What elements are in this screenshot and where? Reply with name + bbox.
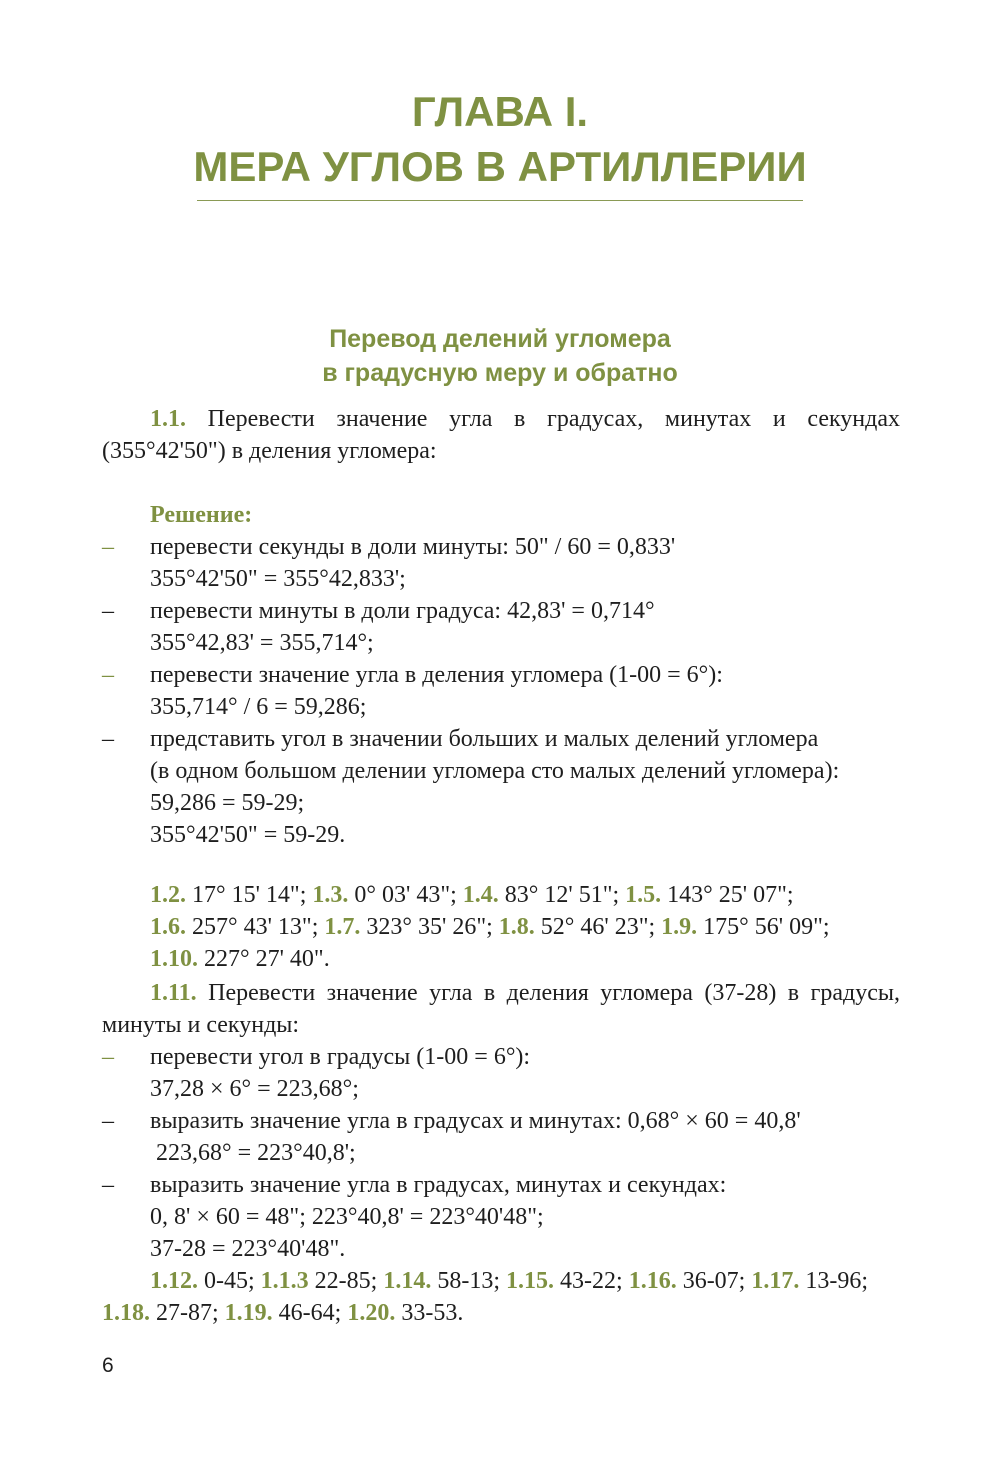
list-dash: – (102, 1044, 114, 1070)
task-number: 1.4. (462, 882, 499, 908)
task-value: 46-64; (272, 1300, 348, 1326)
task-number: 1.16. (628, 1268, 677, 1294)
section-title-line-1: Перевод делений угломера (329, 325, 671, 353)
task-list-line (150, 880, 794, 910)
task-1-11-line-1 (150, 978, 900, 1008)
step-text: перевести угол в градусы (1-00 = 6°): (150, 1044, 531, 1070)
step-subline: (в одном большом делении угломера сто малых делений угломера): (150, 758, 840, 784)
task-value: 83° 12' 51"; (498, 882, 626, 908)
section-title-line-2: в градусную меру и обратно (322, 359, 678, 387)
task-1-11-line-2: минуты и секунды: (102, 1012, 300, 1038)
list-dash: – (102, 662, 114, 688)
task-value: 27-87; (150, 1300, 225, 1326)
step-subline: 37,28 × 6° = 223,68°; (150, 1076, 359, 1102)
task-number: 1.20. (347, 1300, 396, 1326)
chapter-name: МЕРА УГЛОВ В АРТИЛЛЕРИИ (193, 143, 807, 190)
task-number: 1.10. (150, 946, 198, 972)
task-number: 1.1. (150, 406, 186, 432)
task-number: 1.2. (150, 882, 186, 908)
task-number: 1.6. (150, 914, 186, 940)
task-value: 0° 03' 43"; (348, 882, 463, 908)
task-text: Перевести значение угла в градусах, минутах и секундах (207, 406, 901, 432)
task-list-line (150, 944, 330, 974)
step-text: перевести минуты в доли градуса: 42,83' = 0,714° (150, 598, 655, 624)
chapter-divider (197, 200, 803, 201)
chapter-number: ГЛАВА I. (411, 88, 589, 135)
step-subline: 355°42'50" = 59-29. (150, 822, 346, 848)
step-subline: 37-28 = 223°40'48". (150, 1236, 346, 1262)
list-dash: – (102, 726, 114, 752)
step-text: выразить значение угла в градусах и минутах: 0,68° × 60 = 40,8' (150, 1108, 801, 1134)
task-number: 1.19. (224, 1300, 273, 1326)
task-list-line (150, 1266, 868, 1296)
task-text: Перевести значение угла в деления угломера (37-28) в градусы, (208, 980, 900, 1006)
step-text: перевести значение угла в деления угломера (1-00 = 6°): (150, 662, 723, 688)
step-text: перевести секунды в доли минуты: 50" / 60 = 0,833' (150, 534, 676, 560)
task-value: 0-45; (198, 1268, 261, 1294)
task-number: 1.1.3 (260, 1268, 309, 1294)
step-subline: 0, 8' × 60 = 48"; 223°40,8' = 223°40'48"; (150, 1204, 544, 1230)
task-value: 175° 56' 09"; (697, 914, 830, 940)
step-subline: 355,714° / 6 = 59,286; (150, 694, 367, 720)
step-subline: 355°42'50" = 355°42,833'; (150, 566, 406, 592)
task-list-line (102, 1298, 463, 1328)
list-dash: – (102, 598, 114, 624)
task-value: 33-53. (395, 1300, 464, 1326)
task-value: 143° 25' 07"; (661, 882, 794, 908)
task-number: 1.5. (625, 882, 662, 908)
list-dash: – (102, 1172, 114, 1198)
task-1-1-line-1 (150, 404, 900, 434)
task-number: 1.9. (661, 914, 698, 940)
chapter-title (0, 84, 1000, 194)
page-number: 6 (102, 1354, 114, 1377)
task-number: 1.3. (312, 882, 349, 908)
list-dash: – (102, 1108, 114, 1134)
task-number: 1.17. (751, 1268, 800, 1294)
task-number: 1.18. (102, 1300, 150, 1326)
task-value: 257° 43' 13"; (186, 914, 325, 940)
task-value: 52° 46' 23"; (534, 914, 662, 940)
task-number: 1.11. (150, 980, 197, 1006)
task-value: 13-96; (799, 1268, 869, 1294)
task-value: 323° 35' 26"; (360, 914, 499, 940)
task-value: 43-22; (554, 1268, 629, 1294)
step-subline: 355°42,83' = 355,714°; (150, 630, 374, 656)
task-1-1-line-2: (355°42'50") в деления угломера: (102, 438, 437, 464)
step-subline: 223,68° = 223°40,8'; (156, 1140, 356, 1166)
list-dash: – (102, 534, 114, 560)
solution-label: Решение: (150, 502, 253, 528)
task-number: 1.15. (506, 1268, 555, 1294)
task-number: 1.7. (324, 914, 361, 940)
task-number: 1.12. (150, 1268, 198, 1294)
task-number: 1.14. (383, 1268, 432, 1294)
section-title (0, 322, 1000, 390)
step-text: выразить значение угла в градусах, минутах и секундах: (150, 1172, 727, 1198)
step-subline: 59,286 = 59-29; (150, 790, 305, 816)
task-value: 58-13; (431, 1268, 507, 1294)
task-list-line (150, 912, 830, 942)
task-value: 17° 15' 14"; (186, 882, 313, 908)
task-value: 227° 27' 40". (198, 946, 330, 972)
task-value: 22-85; (308, 1268, 384, 1294)
task-number: 1.8. (498, 914, 535, 940)
step-text: представить угол в значении больших и малых делений угломера (150, 726, 819, 752)
task-value: 36-07; (676, 1268, 752, 1294)
